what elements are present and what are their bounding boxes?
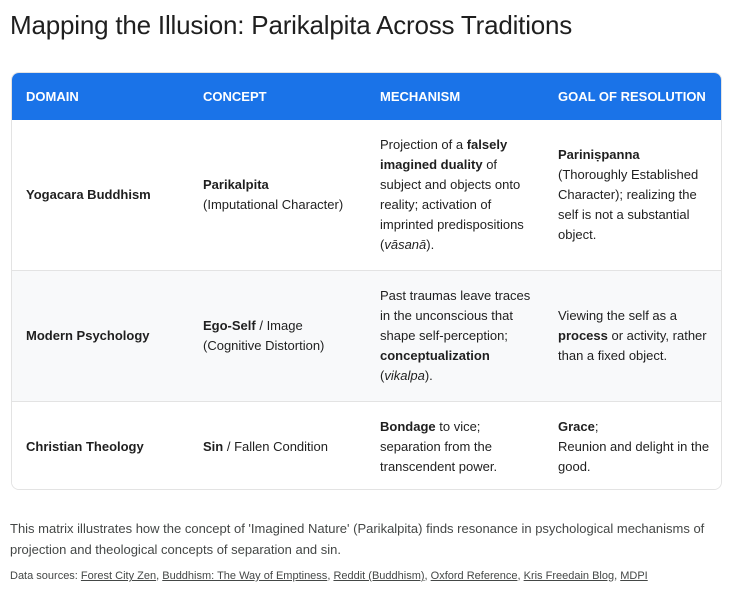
sources-separator: ,	[424, 570, 431, 582]
header-mechanism: MECHANISM	[380, 89, 461, 104]
mechanism-text: of subject and objects onto reality; activation of imprinted predispositions (	[380, 157, 524, 252]
domain-cell: Modern Psychology	[26, 328, 150, 343]
domain-cell: Christian Theology	[26, 438, 144, 454]
mechanism-emphasis: falsely imagined duality	[380, 137, 508, 172]
mechanism-text: (	[380, 368, 385, 383]
summary-text: This matrix illustrates how the concept of 'Imagined Nature' (Parikalpita) finds resonance in psychological mechanisms of projection and theological concepts of separation and sin.	[10, 521, 705, 557]
concept-desc: (Cognitive Distortion)	[203, 338, 325, 353]
sources-separator: ,	[327, 570, 334, 582]
concept-desc: (Imputational Character)	[203, 197, 344, 212]
sources-label: Data sources:	[10, 570, 81, 582]
mechanism-term: vikalpa	[384, 368, 425, 383]
goal-punct: ;	[594, 418, 599, 434]
goal-cell	[544, 417, 721, 477]
table-row	[12, 270, 721, 401]
goal-term: Grace	[558, 418, 595, 434]
goal-cell	[544, 306, 721, 366]
goal-cell	[544, 145, 721, 245]
mechanism-text: Projection of a	[380, 137, 467, 152]
sources-separator: ,	[614, 570, 621, 582]
comparison-table	[11, 72, 722, 490]
concept-desc: / Fallen Condition	[223, 438, 329, 454]
mechanism-text: Past traumas leave traces in the unconscious that shape self-perception;	[380, 288, 531, 343]
goal-text: Viewing the self as a	[558, 308, 677, 323]
table-header	[12, 73, 721, 120]
mechanism-cell	[366, 135, 544, 255]
source-link[interactable]: Kris Freedain Blog	[523, 570, 615, 582]
goal-emphasis: process	[558, 328, 608, 343]
mechanism-cell	[366, 417, 544, 477]
header-concept: CONCEPT	[203, 89, 267, 104]
source-link[interactable]: MDPI	[620, 570, 648, 582]
table-row	[12, 401, 721, 490]
mechanism-text: ).	[424, 368, 433, 383]
goal-desc: (Thoroughly Established Character); realizing the self is not a substantial object.	[558, 167, 699, 242]
domain-cell: Yogacara Buddhism	[26, 187, 151, 202]
mechanism-text: ).	[426, 237, 435, 252]
mechanism-emphasis: Bondage	[380, 418, 436, 434]
source-link[interactable]: Oxford Reference	[430, 570, 518, 582]
mechanism-emphasis: conceptualization	[380, 348, 490, 363]
sources-separator: ,	[517, 570, 524, 582]
source-link[interactable]: Forest City Zen	[80, 570, 157, 582]
source-link[interactable]: Buddhism: The Way of Emptiness	[162, 570, 328, 582]
concept-term: Parikalpita	[203, 177, 269, 192]
mechanism-text: to vice; separation from the transcendent power.	[380, 418, 498, 474]
header-domain: DOMAIN	[26, 89, 79, 104]
concept-cell	[189, 437, 366, 457]
mechanism-term: vāsanā	[384, 237, 427, 252]
concept-desc: / Image	[255, 318, 303, 333]
page-title: Mapping the Illusion: Parikalpita Across Traditions	[10, 10, 573, 40]
goal-desc: Reunion and delight in the good.	[558, 438, 710, 474]
concept-term: Ego-Self	[203, 318, 256, 333]
sources-separator: ,	[156, 570, 163, 582]
table-row	[12, 120, 721, 270]
goal-term: Pariniṣpanna	[558, 147, 640, 162]
goal-text: or activity, rather than a fixed object.	[558, 328, 707, 363]
concept-cell	[189, 175, 366, 215]
mechanism-cell	[366, 286, 544, 386]
header-goal: GOAL OF RESOLUTION	[558, 89, 706, 104]
data-sources	[10, 570, 648, 582]
concept-cell	[189, 316, 366, 356]
source-link[interactable]: Reddit (Buddhism)	[333, 570, 425, 582]
concept-term: Sin	[203, 438, 224, 454]
